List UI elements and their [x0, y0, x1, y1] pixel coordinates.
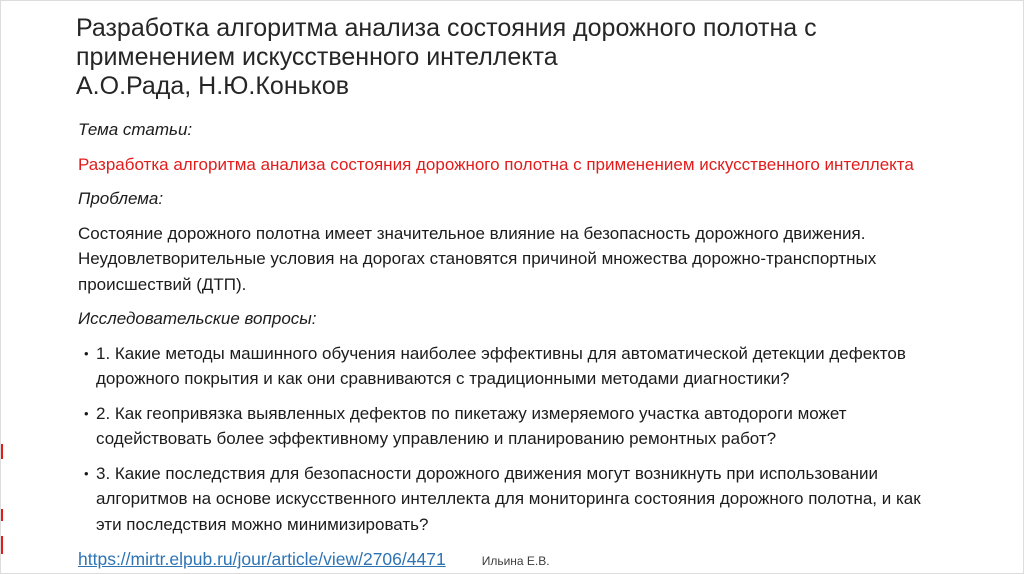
topic-value: Разработка алгоритма анализа состояния дорожного полотна с применением искусственного интеллекта [78, 154, 914, 174]
slide-title: Разработка алгоритма анализа состояния дорожного полотна с применением искусственного интеллекта [76, 14, 817, 71]
slide-footer [78, 549, 978, 570]
slide-authors: А.О.Рада, Н.Ю.Коньков [76, 72, 350, 100]
topic-label: Тема статьи: [78, 120, 193, 139]
questions-label: Исследовательские вопросы: [78, 309, 317, 328]
bullet-icon: • [84, 465, 89, 481]
slide-title-block [76, 14, 961, 101]
list-item [78, 461, 946, 538]
left-edge-red-mark [1, 509, 3, 521]
problem-label: Проблема: [78, 189, 164, 208]
reviewer-name: Ильина Е.В. [481, 554, 550, 568]
research-questions-list [78, 341, 946, 538]
bullet-icon: • [84, 345, 89, 361]
left-edge-red-mark [1, 536, 3, 554]
question-text: 2. Как геопривязка выявленных дефектов по пикетажу измеряемого участка автодороги может содействовать более эффективному управлению и планированию ремонтных работ? [96, 403, 847, 448]
list-item [78, 341, 946, 392]
left-edge-red-mark [1, 444, 3, 459]
article-link[interactable]: https://mirtr.elpub.ru/jour/article/view/2706/4471 [78, 549, 446, 569]
problem-text: Состояние дорожного полотна имеет значительное влияние на безопасность дорожного движения. Неудовлетворительные условия на дорогах становятся причиной множества дорожно-транспортных происшествий (ДТП). [78, 223, 877, 294]
list-item [78, 401, 946, 452]
slide-body [78, 117, 946, 546]
bullet-icon: • [84, 405, 89, 421]
question-text: 1. Какие методы машинного обучения наиболее эффективны для автоматической детекции дефектов дорожного покрытия и как они сравниваются с традиционными методами диагностики? [96, 343, 906, 388]
question-text: 3. Какие последствия для безопасности дорожного движения могут возникнуть при использовании алгоритмов на основе искусственного интеллекта для мониторинга состояния дорожного полотна, и как эти последствия можно минимизировать? [96, 463, 921, 534]
